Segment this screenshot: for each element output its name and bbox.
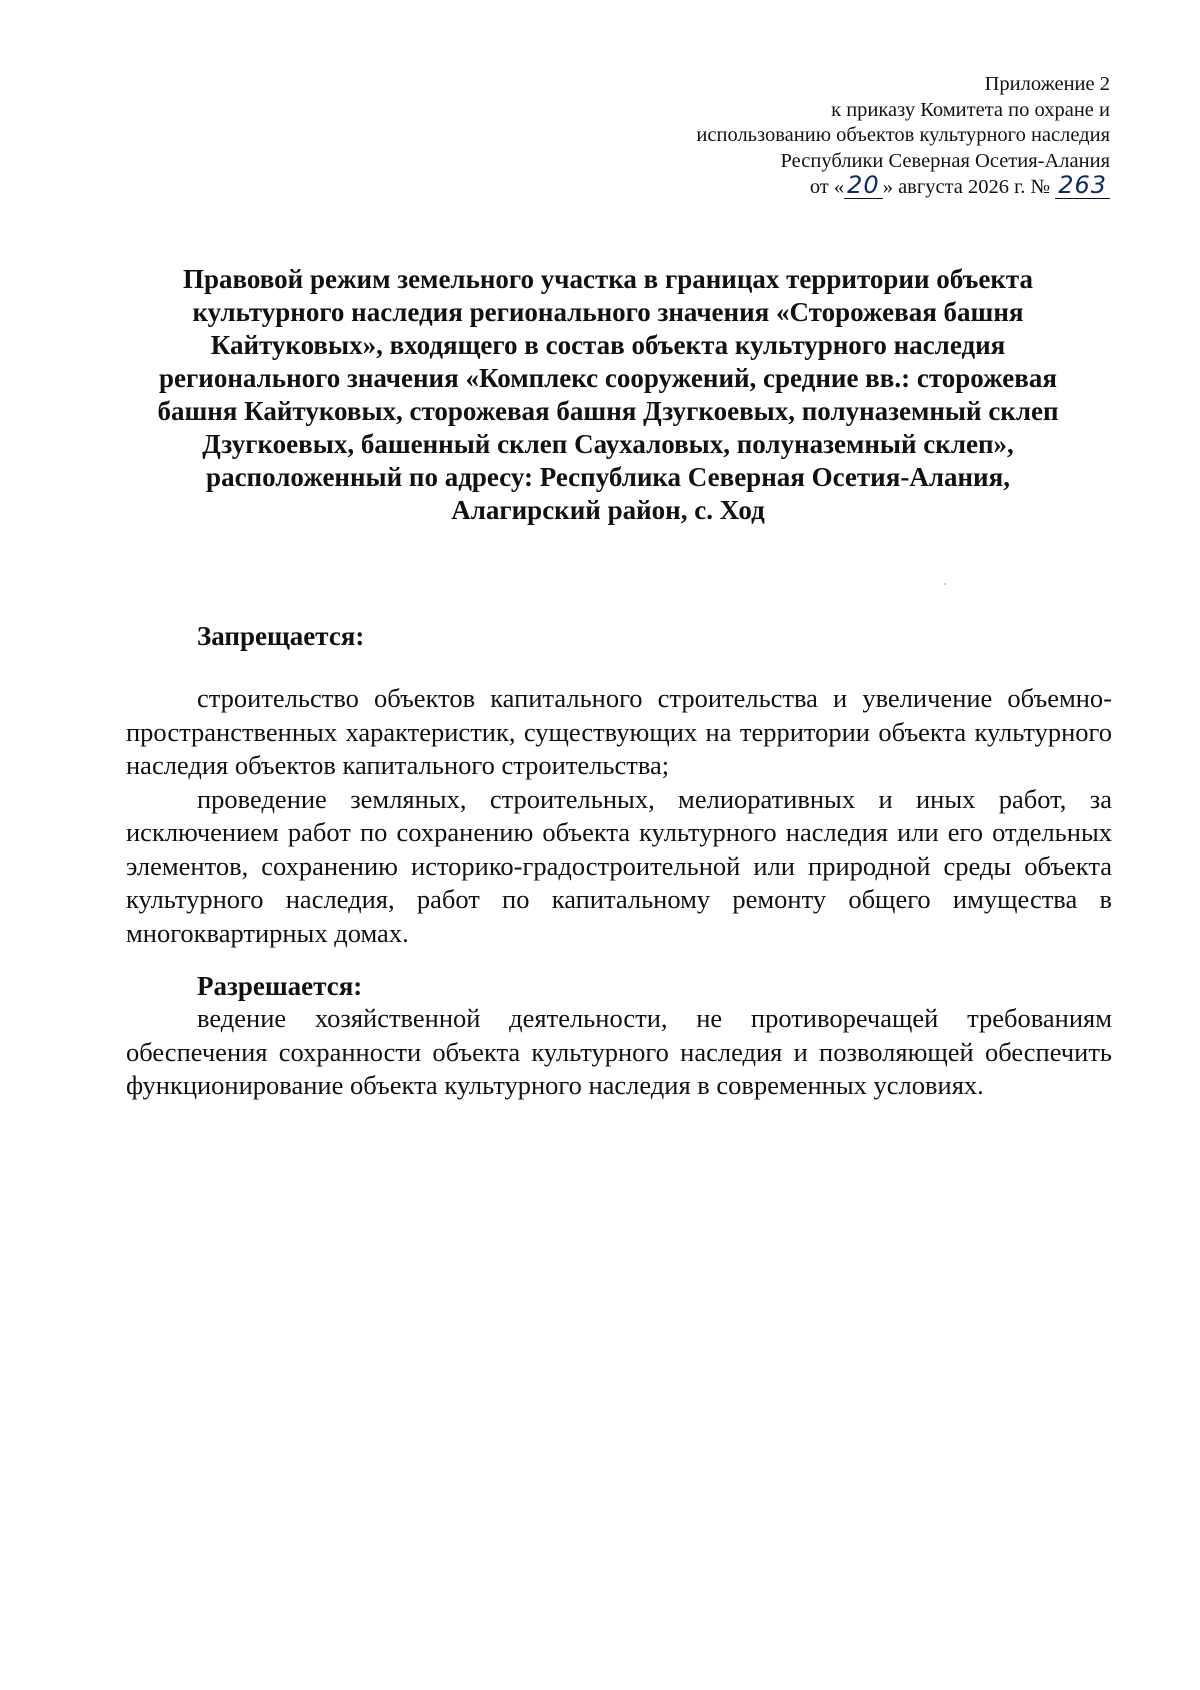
title-line: культурного наследия регионального значения «Сторожевая башня (192, 297, 1024, 327)
document-title (128, 263, 1088, 527)
title-line: башня Кайтуковых, сторожевая башня Дзугкоевых, полуназемный склеп (157, 396, 1059, 426)
appendix-header (696, 72, 1110, 201)
date-middle: » августа 2026 г. № (882, 176, 1051, 198)
prohibited-item: проведение земляных, строительных, мелиоративных и иных работ, за исключением работ по сохранению объекта культурного наследия или его отдельных элементов, сохранению историко-градостроительной или природной среды объекта культурного наследия, работ по капитальному ремонту общего имущества в многоквартирных домах. (126, 783, 1112, 948)
title-line: регионального значения «Комплекс сооружений, средние вв.: сторожевая (159, 363, 1057, 393)
allowed-item: ведение хозяйственной деятельности, не противоречащей требованиям обеспечения сохранности объекта культурного наследия и позволяющей обеспечить функционирование объекта культурного наследия в современных условиях. (126, 1003, 1112, 1100)
allowed-heading: Разрешается: (197, 971, 363, 1001)
prohibited-section (126, 682, 1112, 950)
allowed-section (126, 1002, 1112, 1103)
date-day-handwritten: 20 (847, 171, 880, 199)
date-prefix: от « (809, 176, 845, 198)
committee-name: использованию объектов культурного наследия (696, 124, 1110, 146)
title-line: Правовой режим земельного участка в границах территории объекта (183, 264, 1033, 294)
order-date-line (696, 171, 1110, 201)
republic-name: Республики Северная Осетия-Алания (780, 149, 1110, 172)
title-line: Алагирский район, с. Ход (451, 495, 765, 525)
prohibited-item: строительство объектов капитального строительства и увеличение объемно-пространственных характеристик, существующих на территории объекта культурного наследия объектов капитального строительства; (126, 683, 1112, 780)
title-line: Кайтуковых», входящего в состав объекта культурного наследия (210, 330, 1006, 360)
date-day-field (844, 171, 883, 199)
appendix-number: Приложение 2 (984, 73, 1110, 95)
order-reference: к приказу Комитета по охране и (831, 98, 1110, 121)
order-number-handwritten: 263 (1058, 171, 1107, 199)
scan-speck (944, 583, 946, 585)
prohibited-heading: Запрещается: (197, 621, 365, 651)
order-number-field (1055, 171, 1110, 199)
title-line: расположенный по адресу: Республика Северная Осетия-Алания, (206, 462, 1010, 492)
title-line: Дзугкоевых, башенный склеп Саухаловых, полуназемный склеп», (202, 429, 1014, 459)
